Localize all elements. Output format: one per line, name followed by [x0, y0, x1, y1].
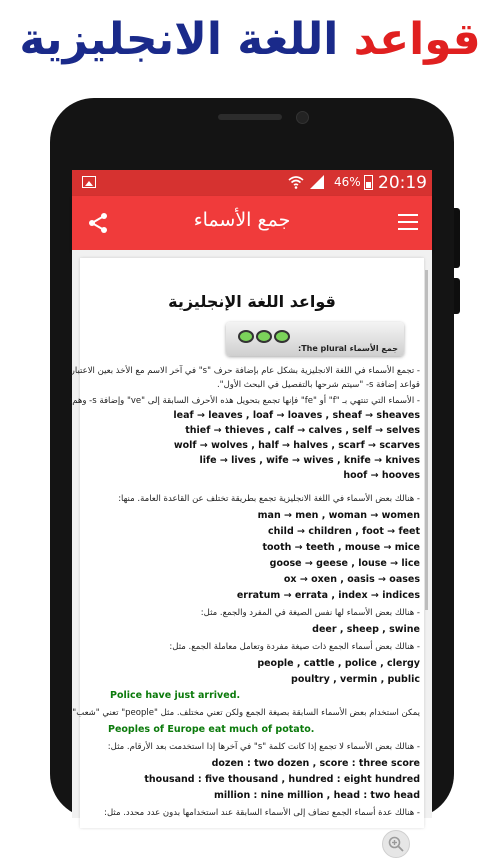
banner-title-word-red: قواعد: [353, 14, 481, 65]
document-line: قواعد إضافة s- "سيتم شرحها بالتفصيل في البحث الأول".: [216, 380, 420, 390]
document-line: - هنالك بعض الأسماء لا تجمع إذا كانت كلمة "s" في آخرها إذا استخدمت بعد الأرقام. مثل:: [107, 742, 420, 752]
document-title: قواعد اللغة الإنجليزية: [168, 292, 336, 311]
document-line: dozen : two dozen , score : three score: [211, 758, 420, 769]
zoom-in-button[interactable]: [382, 830, 410, 858]
document-line: people , cattle , police , clergy: [257, 658, 420, 669]
speaker-grille: [218, 114, 282, 120]
section-header: [226, 322, 404, 356]
document-example: Police have just arrived.: [110, 690, 241, 701]
phone-frame: [50, 98, 454, 818]
document-line: million : nine million , head : two head: [214, 790, 420, 801]
document-line: thousand : five thousand , hundred : eight hundred: [144, 774, 420, 785]
phone-screen: [69, 170, 432, 818]
document-example: Peoples of Europe eat much of potato.: [108, 724, 315, 735]
clock: 20:19: [378, 173, 427, 193]
document-line: wolf → wolves , half → halves , scarf → scarves: [173, 440, 420, 451]
battery-percentage: 46%: [334, 175, 361, 189]
content-area[interactable]: [69, 250, 432, 818]
scrollbar[interactable]: [425, 270, 428, 610]
document-line: child → children , foot → feet: [268, 526, 420, 537]
document-page: [69, 258, 424, 828]
app-bar: [72, 196, 432, 250]
document-line: ox → oxen , oasis → oases: [283, 574, 420, 585]
document-line: - الأسماء التي تنتهي بـ "f" أو "fe" فإنها تجمع بتحويل هذه الأحرف السابقة إلى "ve" وإضافة s- وهم:: [69, 396, 420, 406]
document-line: - هنالك بعض الأسماء لها نفس الصيغة في المفرد والجمع. مثل:: [200, 608, 420, 618]
signal-icon: [310, 175, 324, 189]
document-line: - تجمع الأسماء في اللغة الانجليزية بشكل عام بإضافة حرف "s" في آخر الاسم مع الأخذ بعين الاعتبار: [70, 366, 420, 376]
document-line: tooth → teeth , mouse → mice: [262, 542, 420, 553]
hamburger-menu-icon[interactable]: [398, 214, 418, 230]
wifi-icon: [288, 174, 304, 190]
image-icon: [82, 176, 96, 188]
share-icon[interactable]: [86, 211, 110, 235]
document-line: - هنالك عدة أسماء الجمع تضاف إلى الأسماء السابقة عند استخدامها بدون عدد محدد. مثل:: [104, 808, 420, 818]
app-banner: [0, 0, 500, 90]
document-line: man → men , woman → women: [257, 510, 420, 521]
document-line: poultry , vermin , public: [291, 674, 420, 685]
document-line: يمكن استخدام بعض الأسماء السابقة بصيغة الجمع ولكن تعني مختلف. مثل "people" تعني "شعب".: [69, 708, 420, 718]
section-decoration: [238, 328, 292, 347]
document-line: deer , sheep , swine: [312, 624, 420, 635]
document-line: thief → thieves , calf → calves , self → selves: [185, 425, 420, 436]
status-bar: [72, 170, 432, 196]
screen-title: جمع الأسماء: [193, 209, 291, 231]
document-line: life → lives , wife → wives , knife → knives: [199, 455, 420, 466]
document-line: leaf → leaves , loaf → loaves , sheaf → sheaves: [173, 410, 420, 421]
document-line: goose → geese , louse → lice: [269, 558, 420, 569]
front-camera: [296, 111, 309, 124]
document-line: - هنالك بعض الأسماء في اللغة الانجليزية تجمع بطريقة تختلف عن القاعدة العامة. منها:: [118, 494, 420, 504]
zoom-in-icon: [388, 836, 404, 852]
volume-button: [454, 208, 460, 268]
document-line: erratum → errata , index → indices: [236, 590, 420, 601]
banner-title-word-blue: اللغة الانجليزية: [19, 14, 339, 65]
document-line: - هنالك بعض أسماء الجمع ذات صيغة مفردة وتعامل معاملة الجمع. مثل:: [169, 642, 420, 652]
document-line: hoof → hooves: [343, 470, 420, 481]
banner-title: [0, 14, 500, 65]
section-label: جمع الأسماء The plural:: [297, 344, 398, 353]
power-button: [454, 278, 460, 314]
battery-icon: [364, 175, 373, 190]
